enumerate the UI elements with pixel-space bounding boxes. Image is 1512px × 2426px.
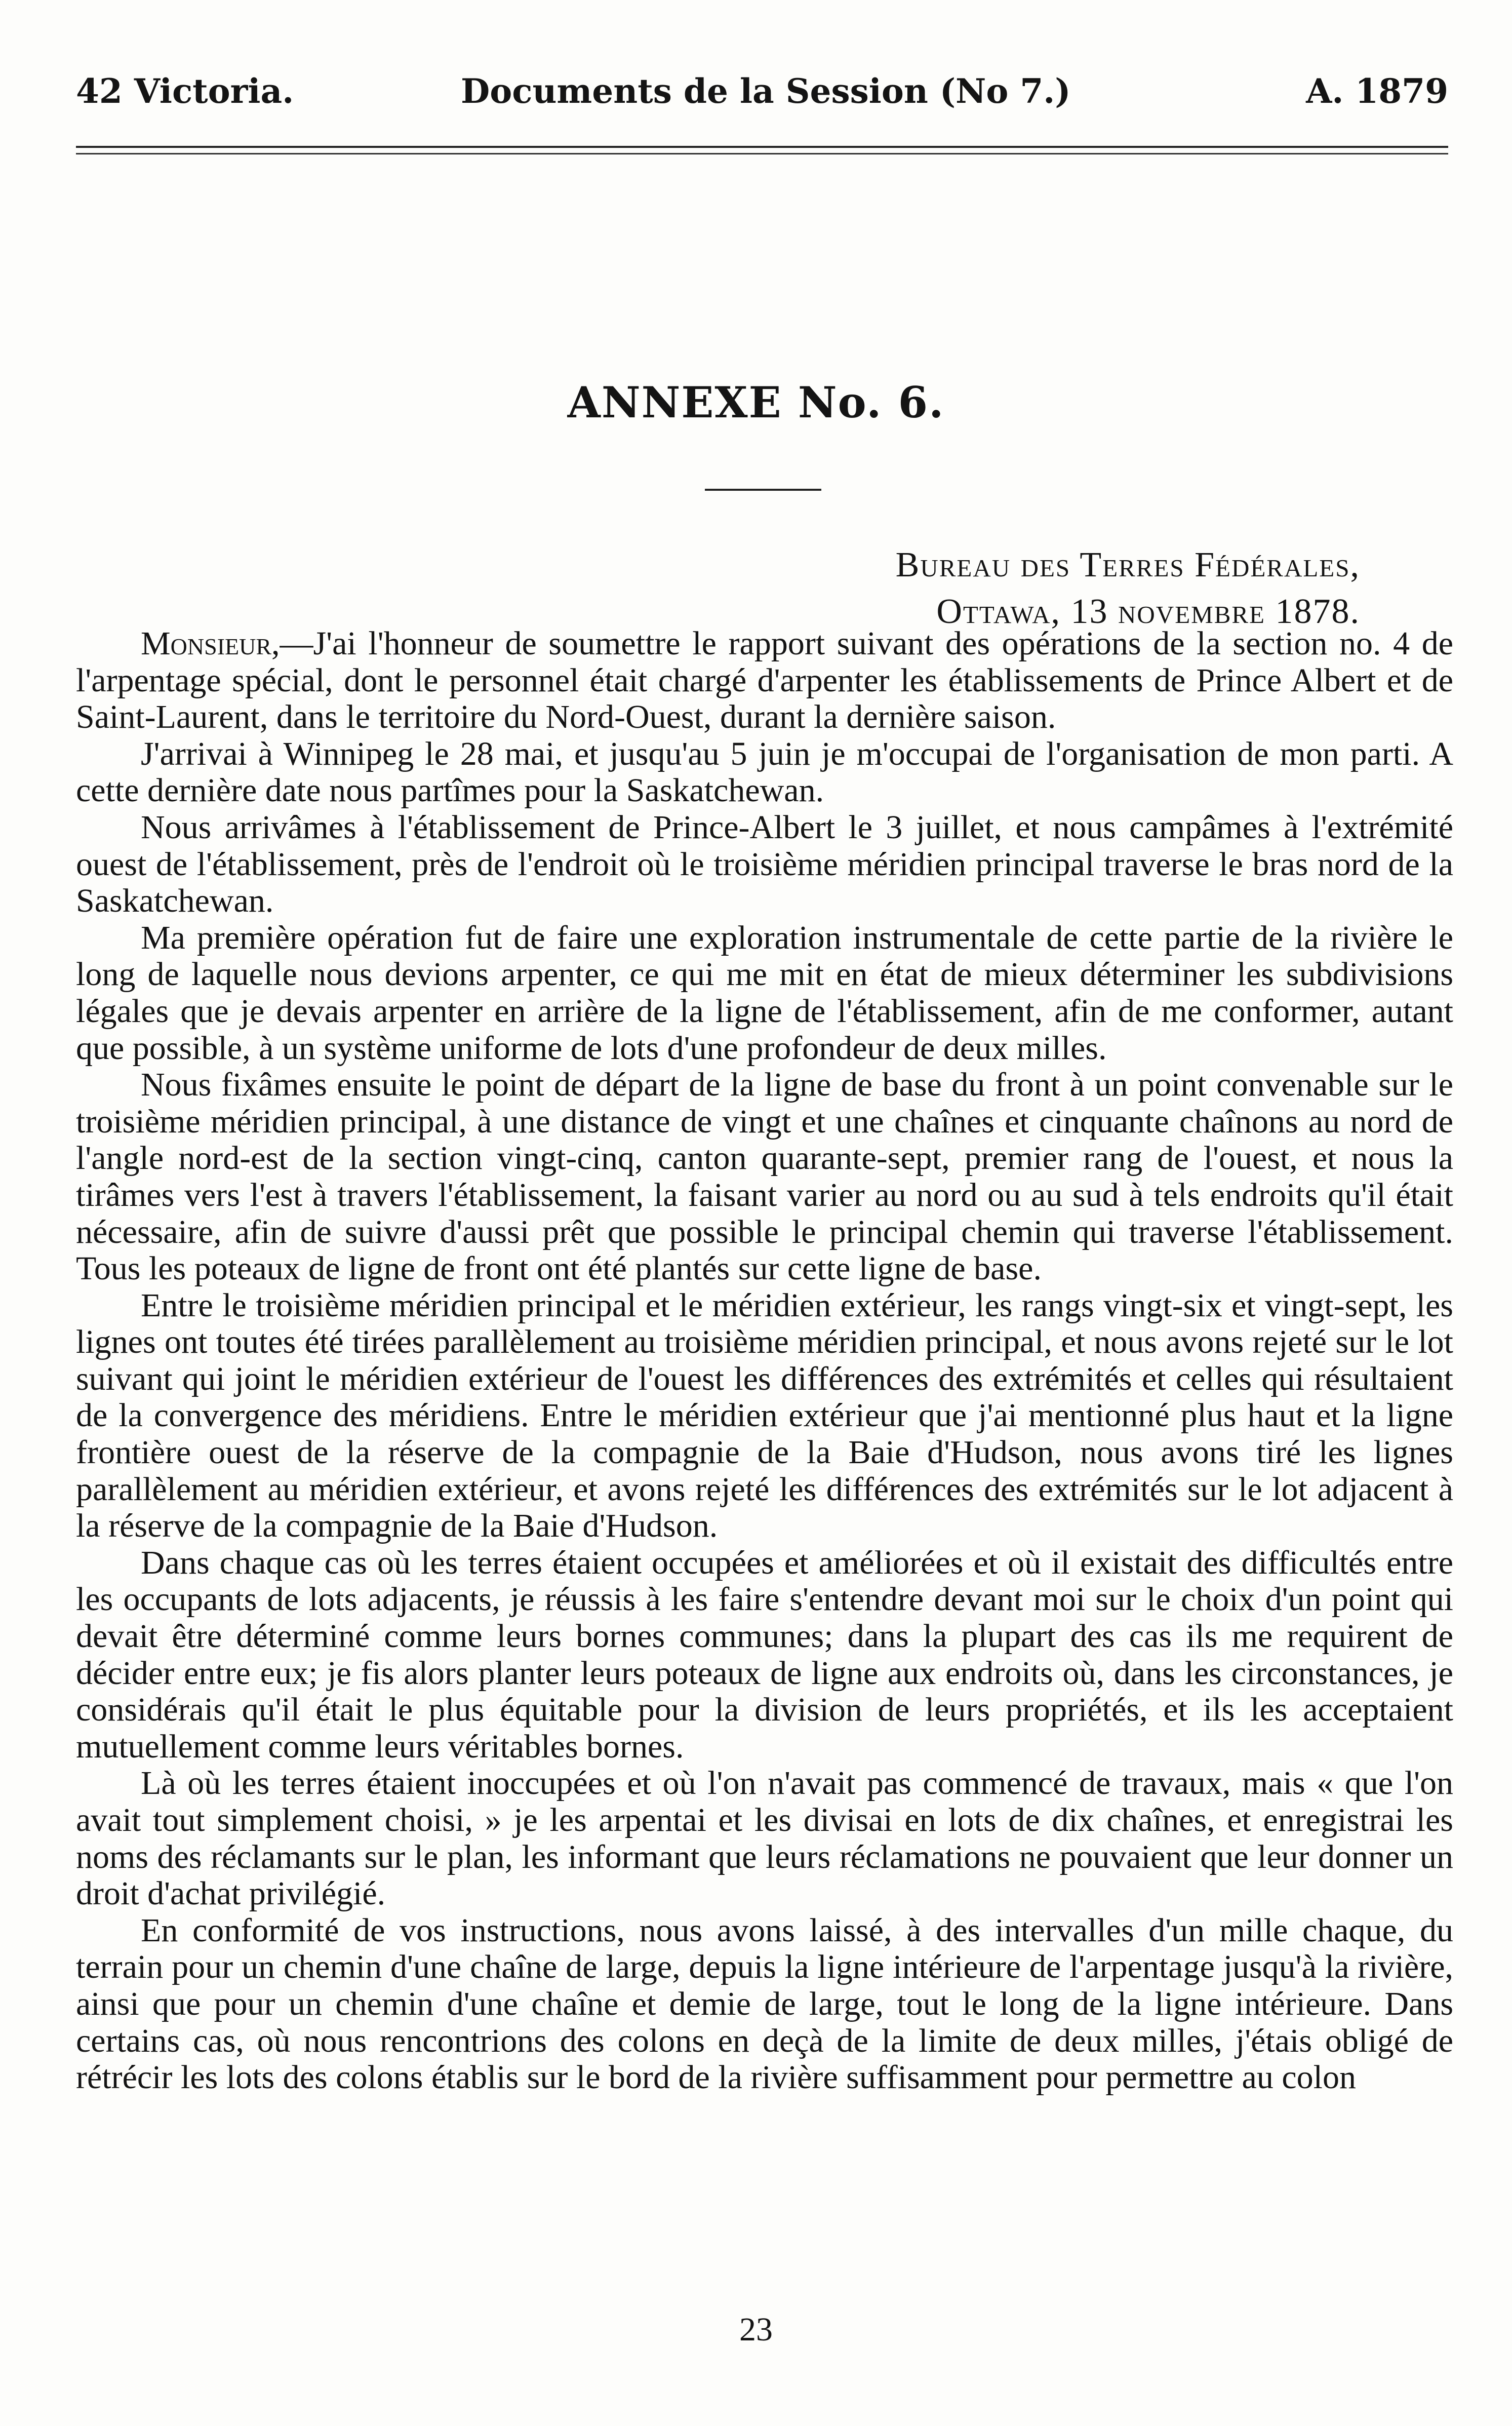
office-name: Bureau des Terres Fédérales,: [895, 545, 1360, 584]
paragraph: Dans chaque cas où les terres étaient occupées et améliorées et où il existait des difficultés entre les occupants de lots adjacents, je réussis à les faire s'entendre devant moi sur le choix d'un point qui devait être déterminé comme leurs bornes communes; dans la plupart des cas ils me requirent de décider entre eux; je fis alors planter leurs poteaux de ligne aux endroits où, dans les circonstances, je considérais qu'il était le plus équitable pour la division de leurs propriétés, et ils les acceptaient mutuellement comme leurs véritables bornes.: [76, 1544, 1453, 1765]
paragraph-text: —J'ai l'honneur de soumettre le rapport suivant des opérations de la section no. 4 de l'arpentage spécial, dont le personnel était chargé d'arpenter les établissements de Prince Albert et de Saint-Laurent, dans le territoire du Nord-Ouest, durant la dernière saison.: [76, 625, 1453, 736]
running-header: [76, 66, 1448, 116]
title-rule: [705, 489, 821, 491]
header-volume: 42 Victoria.: [76, 71, 294, 111]
letter-body: [76, 625, 1453, 2096]
annex-title: ANNEXE No. 6.: [567, 377, 945, 427]
header-session-documents: Documents de la Session (No 7.): [461, 71, 1071, 111]
place-date: Ottawa, 13 novembre 1878.: [936, 592, 1360, 631]
page-number: 23: [739, 2311, 773, 2348]
header-year: A. 1879: [1306, 71, 1448, 111]
paragraph: J'arrivai à Winnipeg le 28 mai, et jusqu'au 5 juin je m'occupai de l'organisation de mon parti. A cette dernière date nous partîmes pour la Saskatchewan.: [76, 735, 1453, 809]
paragraph: Nous fixâmes ensuite le point de départ de la ligne de base du front à un point convenable sur le troisième méridien principal, à une distance de vingt et une chaînes et cinquante chaînons au nord de l'angle nord-est de la section vingt-cinq, canton quarante-sept, premier rang de l'ouest, et nous la tirâmes vers l'est à travers l'établissement, la faisant varier au nord ou au sud à tels endroits qu'il était nécessaire, afin de suivre d'aussi prêt que possible le principal chemin qui traverse l'établissement. Tous les poteaux de ligne de front ont été plantés sur cette ligne de base.: [76, 1066, 1453, 1287]
paragraph: [76, 625, 1453, 736]
paragraph: Nous arrivâmes à l'établissement de Prince-Albert le 3 juillet, et nous campâmes à l'extrémité ouest de l'établissement, près de l'endroit où le troisième méridien principal traverse le bras nord de la Saskatchewan.: [76, 808, 1453, 920]
paragraph: Ma première opération fut de faire une exploration instrumentale de cette partie de la rivière le long de laquelle nous devions arpenter, ce qui me mit en état de mieux déterminer les subdivisions légales que je devais arpenter en arrière de la ligne de l'établissement, afin de me conformer, autant que possible, à un système uniforme de lots d'une profondeur de deux milles.: [76, 919, 1453, 1067]
paragraph: En conformité de vos instructions, nous avons laissé, à des intervalles d'un mille chaque, du terrain pour un chemin d'une chaîne de large, depuis la ligne intérieure de l'arpentage jusqu'à la rivière, ainsi que pour un chemin d'une chaîne et demie de large, tout le long de la ligne intérieure. Dans certains cas, où nous rencontrions des colons en deçà de la limite de deux milles, j'étais obligé de rétrécir les lots des colons établis sur le bord de la rivière suffisamment pour permettre au colon: [76, 1911, 1453, 2096]
header-rule-bottom: [76, 153, 1448, 154]
paragraph: Là où les terres étaient inoccupées et où l'on n'avait pas commencé de travaux, mais « que l'on avait tout simplement choisi, » je les arpentai et les divisai en lots de dix chaînes, et enregistrai les noms des réclamants sur le plan, les informant que leurs réclamations ne pouvaient que leur donner un droit d'achat privilégié.: [76, 1765, 1453, 1912]
paragraph: Entre le troisième méridien principal et le méridien extérieur, les rangs vingt-six et vingt-sept, les lignes ont toutes été tirées parallèlement au troisième méridien principal, et nous avons rejeté sur le lot suivant qui joint le méridien extérieur de l'ouest les différences des extrémités et celles qui résultaient de la convergence des méridiens. Entre le méridien extérieur que j'ai mentionné plus haut et la ligne frontière ouest de la réserve de la compagnie de la Baie d'Hudson, nous avons tiré les lignes parallèlement au méridien extérieur, et avons rejeté les différences des extrémités sur le lot adjacent à la réserve de la compagnie de la Baie d'Hudson.: [76, 1286, 1453, 1545]
header-rule-top: [76, 146, 1448, 148]
salutation: Monsieur,: [141, 625, 280, 662]
